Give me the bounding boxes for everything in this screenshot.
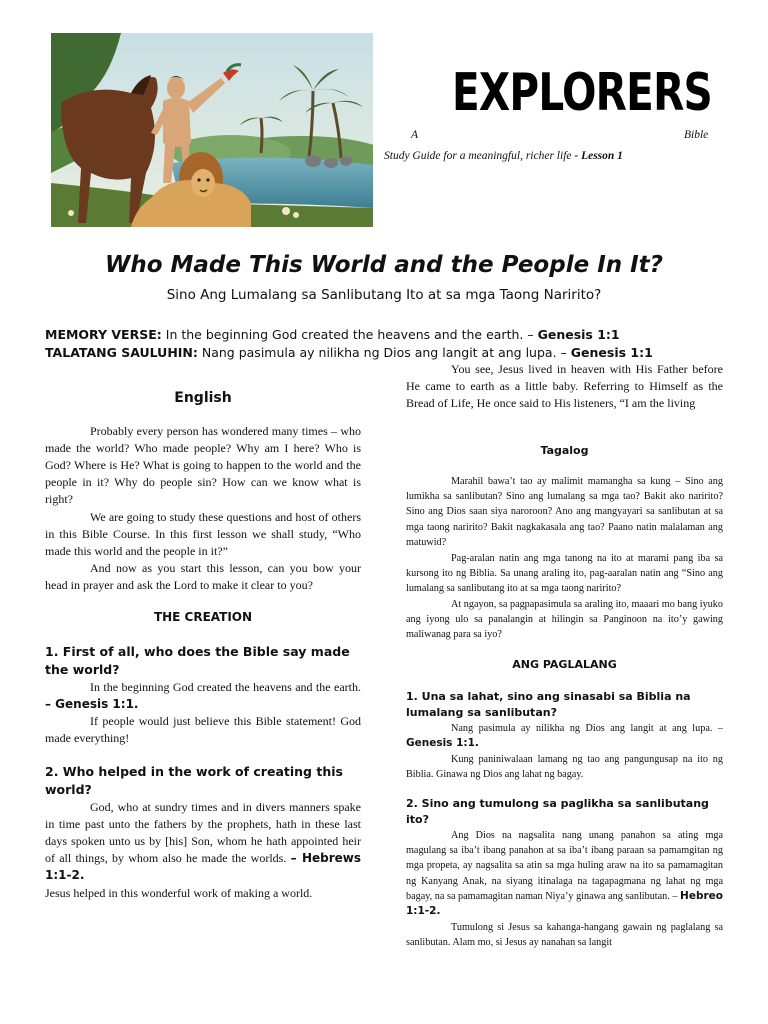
english-answer-2 — [45, 799, 361, 884]
page-title: Who Made This World and the People In It? — [104, 252, 664, 278]
tagalog-section-heading: ANG PAGLALANG — [512, 658, 617, 671]
english-section-heading: THE CREATION — [153, 610, 253, 624]
english-answer-1-text: In the beginning God created the heavens and the earth. — [90, 680, 361, 694]
memory-verse-ref: Genesis 1:1 — [537, 327, 620, 342]
page-subtitle: Sino Ang Lumalang sa Sanlibutang Ito at sa mga Taong Naririto? — [166, 287, 602, 303]
tagalog-question-2: 2. Sino ang tumulong sa paglikha sa sanlibutang ito? — [406, 797, 709, 826]
tagalog-answer-2-note: Tumulong si Jesus sa kahanga-hangang gawain ng paglalang sa sanlibutan. Alam mo, si Jesus ay nanahan sa langit — [406, 922, 723, 949]
tagalog-answer-2-ref: Hebreo 1:1-2. — [406, 889, 723, 918]
tagalog-answer-1-ref: Genesis 1:1. — [406, 737, 479, 750]
english-answer-1-ref: – Genesis 1:1. — [45, 697, 139, 711]
tagalog-answer-1-note: Kung paniniwalaan lamang ng tao ang pangungusap na ito ng Biblia. Ginawa ng Dios ang lahat ng bagay. — [406, 754, 723, 781]
english-continuation: You see, Jesus lived in heaven with His Father before He came to earth as a little baby. Referring to Himself as the Bread of Life, He once said to His listeners, “I am the living — [406, 362, 723, 410]
memory-verse-text: In the beginning God created the heavens and the earth. – — [165, 327, 534, 342]
memory-verse-text-tl: Nang pasimula ay nilikha ng Dios ang langit at ang lupa. – — [201, 345, 567, 360]
english-intro-3: And now as you start this lesson, can you bow your head in prayer and ask the Lord to make it clear to you? — [45, 561, 361, 592]
tagalog-intro-3: At ngayon, sa pagpapasimula sa araling ito, maaari mo bang iyuko ang iyong ulo sa panalangin at hilingin sa Panginoon na ito’y gawing maliwanag para sa iyo? — [406, 599, 723, 641]
tagalog-answer-1-text: Nang pasimula ay nilikha ng Dios ang langit at ang lupa. – — [451, 723, 723, 734]
tagline — [384, 150, 623, 162]
memory-verse-label: MEMORY VERSE: — [45, 327, 162, 342]
brand-logo — [452, 60, 712, 126]
lesson-label: - Lesson 1 — [574, 150, 623, 162]
tagalog-intro-2: Pag-aralan natin ang mga tanong na ito at marami pang iba sa kursong ito ng Biblia. Sa unang araling ito, pag-aaralan natin ang “Sino ang lumalang sa sanlibutang ito at sa mga taong naririto? — [406, 553, 723, 595]
english-answer-1-note: If people would just believe this Bible statement! God made everything! — [45, 714, 361, 745]
tagline-text: Study Guide for a meaningful, richer life — [384, 150, 572, 162]
english-question-2: 2. Who helped in the work of creating this world? — [45, 764, 343, 797]
brand-title: EXPLORERS — [452, 63, 712, 123]
tagalog-question-1: 1. Una sa lahat, sino ang sinasabi sa Biblia na lumalang sa sanlibutan? — [406, 690, 691, 719]
tagline-a: A — [411, 129, 419, 141]
tagalog-answer-1 — [406, 721, 723, 751]
memory-verse-english — [45, 327, 620, 342]
english-answer-2-note: Jesus helped in this wonderful work of making a world. — [45, 886, 313, 900]
english-answer-1 — [45, 679, 361, 713]
tagalog-intro-1: Marahil bawa’t tao ay malimit mamangha sa kung – Sino ang lumikha sa sanlibutan? Sino ang lumalang sa mga tao? Bakit ako naririto? Sino ang Dios saan siya naroroon? Ano ang mangyayari sa sanlibutan at sa mga taong naririto? Bakit nagkakasala ang tao? Paano natin malalaman ang matuwid? — [406, 476, 723, 548]
hero-illustration — [51, 33, 373, 227]
memory-verse-tagalog — [45, 345, 653, 360]
tagalog-heading: Tagalog — [540, 444, 589, 457]
english-heading: English — [174, 390, 232, 406]
english-question-1: 1. First of all, who does the Bible say made the world? — [45, 644, 350, 677]
english-answer-2-ref: – Hebrews 1:1-2. — [45, 851, 362, 882]
english-intro-1: Probably every person has wondered many times – who made the world? Who made people? Why am I here? Who is God? Where is He? What is going to happen to the world and the people in it? Why do people sin? How can we know what is right? — [45, 424, 361, 506]
english-intro-2: We are going to study these questions and host of others in this Bible Course. In this first lesson we shall study, “Who made this world and the people in it?” — [45, 510, 361, 558]
tagline-bible: Bible — [684, 129, 709, 141]
tagalog-answer-2-text: Ang Dios na nagsalita nang unang panahon sa ating mga magulang sa iba’t ibang panahon at sa iba’t ibang paraan sa pamamgitan ng mga propeta, ay nagsalita sa atin sa mga huling araw na ito sa pamamagitan ng Kanyang Anak, na siyang itinalaga na tagapagmana ng lahat ng mga bagay, na sa pamamagitan naman Niya’y ginawa ang sanlibutan. – — [406, 830, 723, 902]
tagalog-answer-2 — [406, 828, 723, 919]
memory-verse-ref-tl: Genesis 1:1 — [570, 345, 653, 360]
memory-verse-label-tl: TALATANG SAULUHIN: — [45, 345, 198, 360]
english-answer-2-text: God, who at sundry times and in divers manners spake in time past unto the fathers by the prophets, hath in these last days spoken unto us by [his] Son, whom he hath appointed heir of all things, by whom also he made the worlds. — [45, 800, 361, 865]
